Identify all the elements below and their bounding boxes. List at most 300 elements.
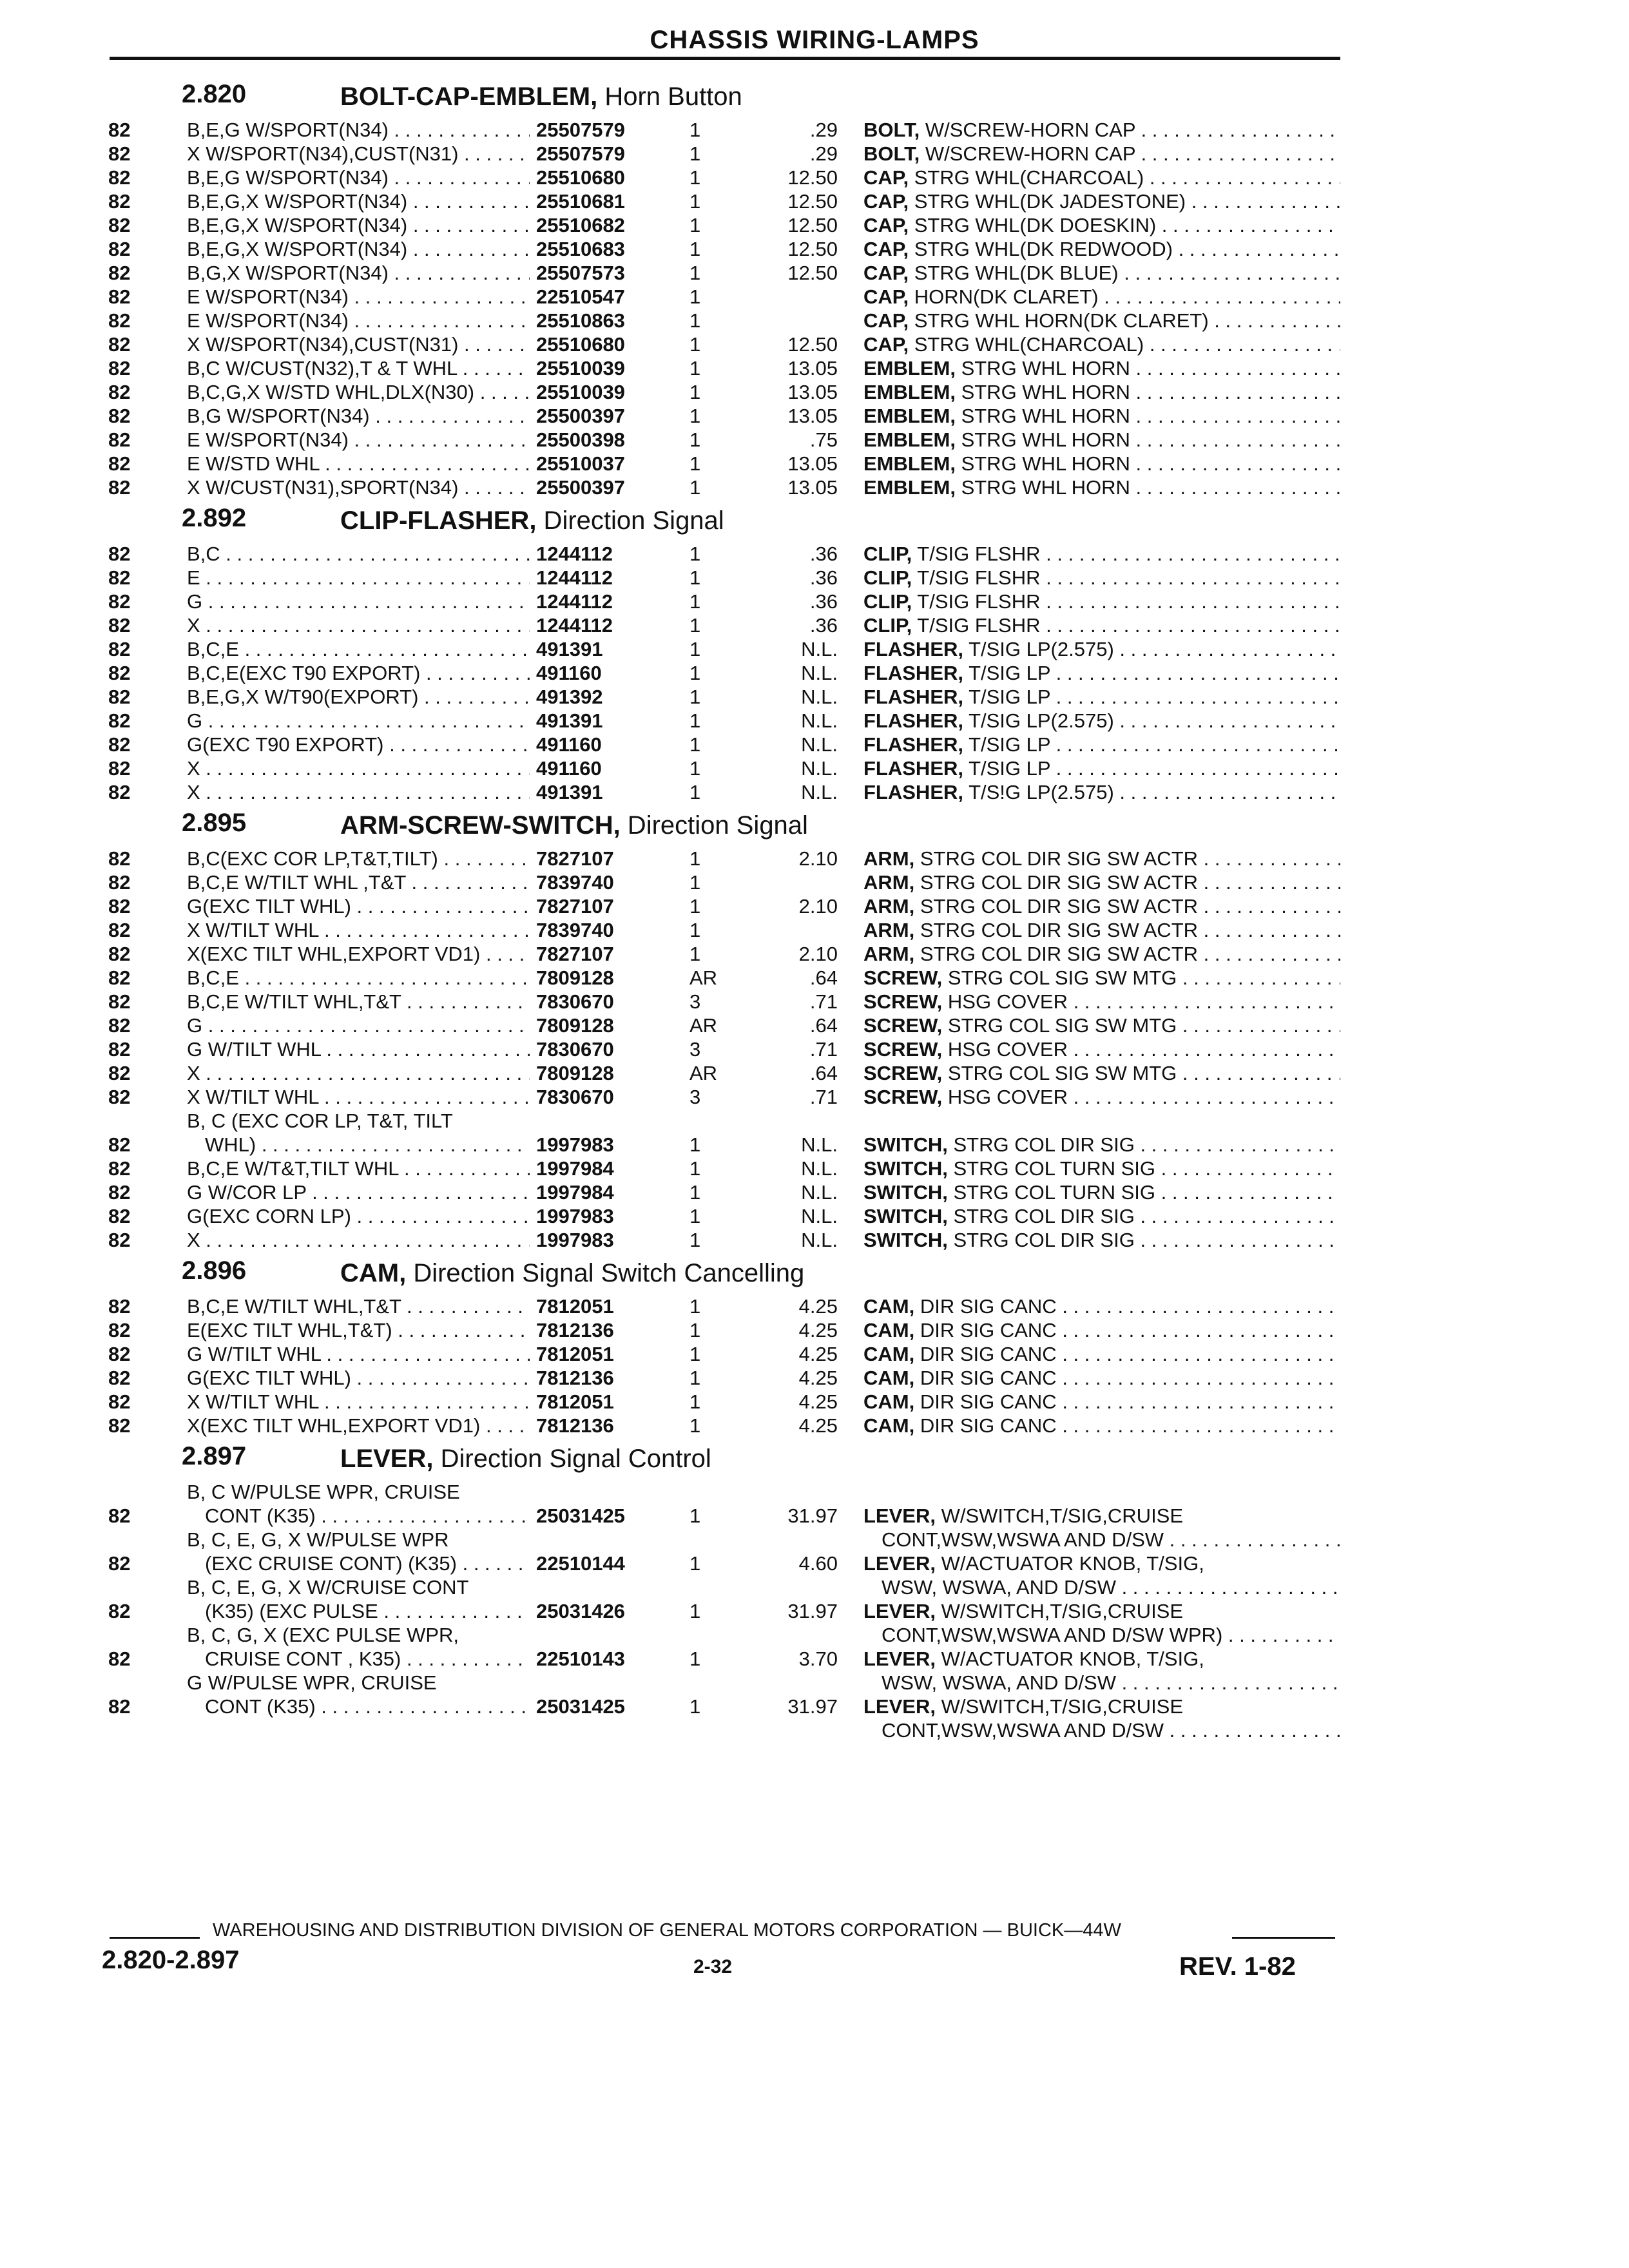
- part-number: 25500398: [536, 428, 625, 451]
- table-row: [0, 686, 1629, 709]
- part-name: SCREW,: [863, 990, 943, 1013]
- description-text: STRG WHL HORN: [961, 476, 1130, 499]
- model-year: 82: [108, 590, 131, 613]
- quantity: 1: [689, 1504, 701, 1527]
- description-text: DIR SIG CANC: [920, 1390, 1057, 1413]
- model-year: 82: [108, 662, 131, 684]
- description-text: W/SWITCH,T/SIG,CRUISE: [941, 1600, 1184, 1622]
- part-number: 25031426: [536, 1600, 625, 1622]
- price: .29: [809, 142, 838, 165]
- table-row: [0, 1181, 1629, 1205]
- description-text: T/SIG FLSHR: [917, 590, 1041, 613]
- description-line: [863, 333, 1340, 357]
- table-row: [0, 1343, 1629, 1367]
- application-line: B,C,E W/TILT WHL ,T&T . . .: [187, 871, 530, 895]
- description-cell: [863, 1414, 1340, 1438]
- price: N.L.: [801, 733, 838, 756]
- model-year: 82: [108, 919, 131, 941]
- description-line: [863, 709, 1340, 733]
- description-line: [863, 1600, 1340, 1624]
- section-title-qualifier: Horn Button: [597, 82, 742, 111]
- application-line: G(EXC TILT WHL) . . .: [187, 1367, 530, 1390]
- description-cell: [863, 262, 1340, 285]
- quantity: 3: [689, 990, 701, 1013]
- application-cell: [187, 166, 530, 190]
- quantity: 1: [689, 614, 701, 637]
- price: 4.25: [798, 1319, 838, 1341]
- part-name: CLIP,: [863, 543, 912, 565]
- section-heading: [0, 805, 1629, 847]
- description-cell: [863, 1229, 1340, 1253]
- section-title-keyword: CAM,: [340, 1259, 407, 1287]
- part-number: 1997983: [536, 1205, 614, 1227]
- section-title-qualifier: Direction Signal: [620, 811, 808, 840]
- application-line: (K35) (EXC PULSE . . .: [187, 1600, 530, 1624]
- description-text: W/SWITCH,T/SIG,CRUISE: [941, 1695, 1184, 1718]
- model-year: 82: [108, 1367, 131, 1389]
- description-cell: [863, 214, 1340, 238]
- table-row: [0, 757, 1629, 781]
- description-cell: [863, 709, 1340, 733]
- part-number: 25507579: [536, 142, 625, 165]
- footer-publisher: WAREHOUSING AND DISTRIBUTION DIVISION OF GENERAL MOTORS CORPORATION — BUICK—44W: [213, 1920, 1121, 1941]
- table-row: [0, 476, 1629, 500]
- model-year: 82: [108, 638, 131, 660]
- model-year: 82: [108, 1205, 131, 1227]
- description-text: STRG WHL HORN: [961, 405, 1130, 427]
- description-cell: [863, 405, 1340, 428]
- application-line: B,E,G,X W/SPORT(N34) . . .: [187, 214, 530, 238]
- application-line: X(EXC TILT WHL,EXPORT VD1) . . .: [187, 943, 530, 966]
- quantity: 3: [689, 1038, 701, 1061]
- footer-rule-right: [1232, 1937, 1335, 1939]
- model-year: 82: [108, 757, 131, 780]
- part-name: EMBLEM,: [863, 381, 956, 403]
- description-text: T/SIG LP(2.575): [969, 709, 1114, 732]
- model-year: 82: [108, 1390, 131, 1413]
- price: N.L.: [801, 1181, 838, 1204]
- part-name: LEVER,: [863, 1600, 936, 1622]
- application-line: E W/STD WHL . . .: [187, 452, 530, 476]
- table-row: [0, 966, 1629, 990]
- application-cell: [187, 1038, 530, 1062]
- section-heading: [0, 1253, 1629, 1295]
- table-row: [0, 709, 1629, 733]
- quantity: 1: [689, 1343, 701, 1365]
- application-cell: [187, 614, 530, 638]
- description-text: DIR SIG CANC: [920, 1343, 1057, 1365]
- price: .64: [809, 1062, 838, 1084]
- part-name: FLASHER,: [863, 733, 963, 756]
- application-cell: [187, 1624, 530, 1671]
- description-line: [863, 590, 1340, 614]
- price: 13.05: [787, 357, 838, 380]
- description-cell: [863, 614, 1340, 638]
- part-name: CAP,: [863, 309, 909, 332]
- section-heading: [0, 500, 1629, 543]
- table-row: [0, 1390, 1629, 1414]
- section-title-qualifier: Direction Signal: [536, 506, 724, 535]
- part-number: 22510143: [536, 1648, 625, 1670]
- part-number: 7812136: [536, 1319, 614, 1341]
- price: 13.05: [787, 476, 838, 499]
- description-cell: [863, 943, 1340, 966]
- model-year: 82: [108, 381, 131, 403]
- part-name: CAM,: [863, 1295, 915, 1318]
- application-line: G W/TILT WHL . . .: [187, 1343, 530, 1367]
- part-number: 1997983: [536, 1133, 614, 1156]
- application-line: E W/SPORT(N34) . . .: [187, 285, 530, 309]
- table-row: [0, 1367, 1629, 1390]
- description-text: W/SCREW-HORN CAP: [925, 119, 1135, 141]
- application-cell: [187, 1181, 530, 1205]
- description-text: STRG COL SIG SW MTG: [947, 1062, 1177, 1084]
- table-row: [0, 285, 1629, 309]
- model-year: 82: [108, 1504, 131, 1527]
- quantity: 1: [689, 638, 701, 660]
- description-line: [863, 1414, 1340, 1438]
- application-line: B,C W/CUST(N32),T & T WHL . . .: [187, 357, 530, 381]
- part-name: SCREW,: [863, 1086, 943, 1108]
- application-line: G(EXC CORN LP) . . .: [187, 1205, 530, 1229]
- application-line: CONT (K35) . . .: [187, 1695, 530, 1719]
- part-name: EMBLEM,: [863, 428, 956, 451]
- table-row: [0, 566, 1629, 590]
- price: 13.05: [787, 405, 838, 427]
- description-text: WSW, WSWA, AND D/SW: [882, 1576, 1116, 1599]
- model-year: 82: [108, 428, 131, 451]
- application-cell: [187, 428, 530, 452]
- quantity: 1: [689, 1157, 701, 1180]
- description-text: HSG COVER: [947, 1038, 1068, 1061]
- quantity: 1: [689, 895, 701, 918]
- model-year: 82: [108, 1319, 131, 1341]
- application-cell: [187, 142, 530, 166]
- application-cell: [187, 1062, 530, 1086]
- model-year: 82: [108, 1600, 131, 1622]
- price: 3.70: [798, 1648, 838, 1670]
- description-line: [863, 1086, 1340, 1110]
- application-line: CONT (K35) . . .: [187, 1504, 530, 1528]
- section-title: [340, 82, 742, 111]
- model-year: 82: [108, 1343, 131, 1365]
- application-cell: [187, 190, 530, 214]
- description-cell: [863, 1367, 1340, 1390]
- application-cell: [187, 333, 530, 357]
- price: 4.25: [798, 1295, 838, 1318]
- description-text: T/SIG LP(2.575): [969, 638, 1114, 660]
- quantity: 1: [689, 847, 701, 870]
- price: .64: [809, 966, 838, 989]
- price: 13.05: [787, 381, 838, 403]
- model-year: 82: [108, 686, 131, 708]
- table-row: [0, 1295, 1629, 1319]
- price: 12.50: [787, 166, 838, 189]
- part-number: 7827107: [536, 895, 614, 918]
- table-row: [0, 990, 1629, 1014]
- application-line: B,C . . .: [187, 543, 530, 566]
- description-line: [863, 1181, 1340, 1205]
- application-line: E W/SPORT(N34) . . .: [187, 428, 530, 452]
- application-cell: [187, 285, 530, 309]
- description-text: DIR SIG CANC: [920, 1295, 1057, 1318]
- model-year: 82: [108, 1414, 131, 1437]
- model-year: 82: [108, 1062, 131, 1084]
- footer-section-range: 2.820-2.897: [102, 1946, 240, 1974]
- quantity: 1: [689, 452, 701, 475]
- part-name: CAM,: [863, 1414, 915, 1437]
- table-row: [0, 262, 1629, 285]
- description-text: T/SIG FLSHR: [917, 566, 1041, 589]
- part-name: CLIP,: [863, 614, 912, 637]
- part-number: 491392: [536, 686, 603, 708]
- part-number: 25507573: [536, 262, 625, 284]
- application-line: X W/SPORT(N34),CUST(N31) . . .: [187, 142, 530, 166]
- part-number: 22510144: [536, 1552, 625, 1575]
- application-line: B,C(EXC COR LP,T&T,TILT) . . .: [187, 847, 530, 871]
- part-number: 1997983: [536, 1229, 614, 1251]
- section-number: 2.896: [182, 1256, 247, 1285]
- part-number: 25031425: [536, 1695, 625, 1718]
- quantity: 1: [689, 119, 701, 141]
- model-year: 82: [108, 1157, 131, 1180]
- price: N.L.: [801, 757, 838, 780]
- quantity: 1: [689, 757, 701, 780]
- application-line: G . . .: [187, 590, 530, 614]
- model-year: 82: [108, 262, 131, 284]
- part-name: EMBLEM,: [863, 452, 956, 475]
- application-cell: [187, 214, 530, 238]
- application-cell: [187, 895, 530, 919]
- description-cell: [863, 686, 1340, 709]
- description-line: [863, 357, 1340, 381]
- model-year: 82: [108, 452, 131, 475]
- table-row: [0, 166, 1629, 190]
- description-text: HSG COVER: [947, 990, 1068, 1013]
- part-name: SCREW,: [863, 1014, 943, 1037]
- description-line: [863, 1504, 1340, 1528]
- table-row: [0, 943, 1629, 966]
- price: 13.05: [787, 452, 838, 475]
- part-name: SCREW,: [863, 1038, 943, 1061]
- description-text: STRG WHL HORN(DK CLARET): [914, 309, 1209, 332]
- application-cell: [187, 566, 530, 590]
- description-line: [863, 1295, 1340, 1319]
- header-rule: [110, 57, 1340, 60]
- part-name: EMBLEM,: [863, 405, 956, 427]
- part-number: 7827107: [536, 943, 614, 965]
- description-line: [863, 1229, 1340, 1253]
- model-year: 82: [108, 333, 131, 356]
- description-line: [863, 847, 1340, 871]
- price: N.L.: [801, 662, 838, 684]
- description-text: STRG WHL HORN: [961, 357, 1130, 380]
- section-number: 2.897: [182, 1442, 247, 1470]
- model-year: 82: [108, 1295, 131, 1318]
- part-number: 25031425: [536, 1504, 625, 1527]
- table-row: [0, 1014, 1629, 1038]
- part-number: 7812136: [536, 1414, 614, 1437]
- application-line: B,G,X W/SPORT(N34) . . .: [187, 262, 530, 285]
- part-number: 7839740: [536, 919, 614, 941]
- table-row: [0, 333, 1629, 357]
- part-name: FLASHER,: [863, 662, 963, 684]
- quantity: 1: [689, 1229, 701, 1251]
- quantity: 1: [689, 943, 701, 965]
- table-row: [0, 1110, 1629, 1157]
- model-year: 82: [108, 1038, 131, 1061]
- description-cell: [863, 119, 1340, 142]
- part-name: SWITCH,: [863, 1181, 948, 1204]
- description-text: STRG WHL HORN: [961, 381, 1130, 403]
- description-cell: [863, 871, 1340, 895]
- model-year: 82: [108, 1181, 131, 1204]
- model-year: 82: [108, 733, 131, 756]
- part-number: 1997984: [536, 1157, 614, 1180]
- description-text: DIR SIG CANC: [920, 1367, 1057, 1389]
- section-title-keyword: CLIP-FLASHER,: [340, 506, 537, 535]
- part-number: 1244112: [536, 543, 613, 565]
- description-line: [863, 238, 1340, 262]
- description-cell: [863, 166, 1340, 190]
- description-line: [863, 262, 1340, 285]
- application-line: G W/TILT WHL . . .: [187, 1038, 530, 1062]
- part-name: ARM,: [863, 919, 915, 941]
- model-year: 82: [108, 943, 131, 965]
- section-title: [340, 1259, 804, 1288]
- quantity: 1: [689, 709, 701, 732]
- quantity: 1: [689, 733, 701, 756]
- price: 2.10: [798, 847, 838, 870]
- application-cell: [187, 847, 530, 871]
- description-text: STRG COL SIG SW MTG: [947, 1014, 1177, 1037]
- application-cell: [187, 1390, 530, 1414]
- table-row: [0, 452, 1629, 476]
- quantity: 1: [689, 1600, 701, 1622]
- model-year: 82: [108, 1229, 131, 1251]
- part-name: SWITCH,: [863, 1157, 948, 1180]
- part-name: LEVER,: [863, 1648, 936, 1670]
- description-line: [863, 662, 1340, 686]
- model-year: 82: [108, 1695, 131, 1718]
- price: 12.50: [787, 238, 838, 260]
- part-name: CAM,: [863, 1319, 915, 1341]
- model-year: 82: [108, 238, 131, 260]
- description-text: WSW, WSWA, AND D/SW: [882, 1671, 1116, 1694]
- part-number: 7809128: [536, 1062, 614, 1084]
- application-cell: [187, 733, 530, 757]
- price: 4.25: [798, 1414, 838, 1437]
- table-row: [0, 1414, 1629, 1438]
- description-line: [863, 428, 1340, 452]
- quantity: 1: [689, 357, 701, 380]
- application-line: B,C,E W/TILT WHL,T&T . . .: [187, 1295, 530, 1319]
- quantity: 1: [689, 428, 701, 451]
- application-line: X . . .: [187, 781, 530, 805]
- description-cell: [863, 381, 1340, 405]
- quantity: 1: [689, 262, 701, 284]
- section-title: [340, 1445, 711, 1474]
- part-number: 1244112: [536, 566, 613, 589]
- part-number: 7809128: [536, 966, 614, 989]
- part-name: FLASHER,: [863, 686, 963, 708]
- description-cell: [863, 285, 1340, 309]
- table-row: [0, 357, 1629, 381]
- description-text: W/ACTUATOR KNOB, T/SIG,: [941, 1648, 1204, 1670]
- part-name: ARM,: [863, 895, 915, 918]
- table-row: [0, 381, 1629, 405]
- part-number: 7812051: [536, 1343, 614, 1365]
- price: 4.25: [798, 1390, 838, 1413]
- application-line: B, C (EXC COR LP, T&T, TILT: [187, 1110, 453, 1132]
- price: .36: [809, 543, 838, 565]
- description-text: STRG COL DIR SIG SW ACTR: [920, 847, 1199, 870]
- section-number: 2.820: [182, 80, 247, 108]
- description-cell: [863, 590, 1340, 614]
- part-number: 25510863: [536, 309, 625, 332]
- model-year: 82: [108, 543, 131, 565]
- description-line: [863, 990, 1340, 1014]
- table-row: [0, 428, 1629, 452]
- description-line: [863, 190, 1340, 214]
- quantity: 1: [689, 190, 701, 213]
- application-cell: [187, 1319, 530, 1343]
- application-line: B, C, G, X (EXC PULSE WPR,: [187, 1624, 459, 1646]
- model-year: 82: [108, 476, 131, 499]
- section-number: 2.892: [182, 504, 247, 532]
- application-line: X . . .: [187, 1229, 530, 1253]
- description-text: DIR SIG CANC: [920, 1414, 1057, 1437]
- part-number: 7830670: [536, 1086, 614, 1108]
- part-name: CAP,: [863, 190, 909, 213]
- description-text: HORN(DK CLARET): [914, 285, 1099, 308]
- application-line: G W/PULSE WPR, CRUISE: [187, 1671, 437, 1694]
- description-cell: [863, 1205, 1340, 1229]
- part-number: 25510681: [536, 190, 625, 213]
- price: N.L.: [801, 638, 838, 660]
- application-line: G . . .: [187, 709, 530, 733]
- part-number: 25500397: [536, 476, 625, 499]
- application-cell: [187, 757, 530, 781]
- description-cell: [863, 1295, 1340, 1319]
- description-text: STRG WHL(CHARCOAL): [914, 333, 1144, 356]
- part-number: 491160: [536, 757, 602, 780]
- part-name: LEVER,: [863, 1504, 936, 1527]
- part-name: CAM,: [863, 1343, 915, 1365]
- application-cell: [187, 357, 530, 381]
- part-name: CAP,: [863, 166, 909, 189]
- table-row: [0, 847, 1629, 871]
- part-name: BOLT,: [863, 119, 920, 141]
- price: .71: [809, 990, 838, 1013]
- model-year: 82: [108, 990, 131, 1013]
- application-line: X W/TILT WHL . . .: [187, 919, 530, 943]
- quantity: 1: [689, 333, 701, 356]
- description-text: STRG COL DIR SIG SW ACTR: [920, 943, 1199, 965]
- price: 12.50: [787, 214, 838, 236]
- description-cell: [863, 190, 1340, 214]
- description-line: [863, 1038, 1340, 1062]
- application-cell: [187, 1086, 530, 1110]
- application-line: B,C,E . . .: [187, 638, 530, 662]
- page-title: CHASSIS WIRING-LAMPS: [650, 26, 979, 54]
- description-cell: [863, 638, 1340, 662]
- table-row: [0, 543, 1629, 566]
- model-year: 82: [108, 709, 131, 732]
- table-row: [0, 1038, 1629, 1062]
- description-cell: [863, 452, 1340, 476]
- description-line: [863, 1133, 1340, 1157]
